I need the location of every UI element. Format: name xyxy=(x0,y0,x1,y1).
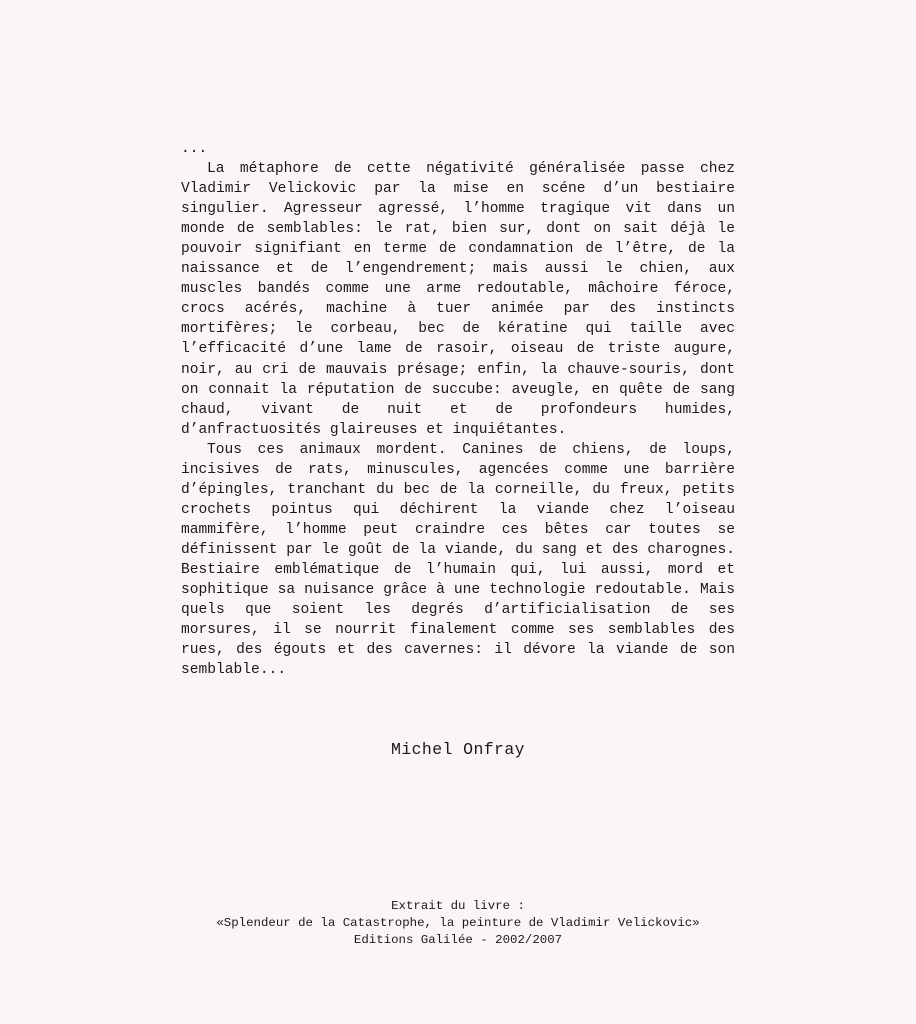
author-name: Michel Onfray xyxy=(391,740,525,759)
paragraph-2: Tous ces animaux mordent. Canines de chiens, de loups, incisives de rats, minuscules, agencées comme une barrière d’épingles, tranchant du bec de la corneille, du freux, petits crochets pointus qui déchirent la viande chez l’oiseau mammifère, l’homme peut craindre ces bêtes car toutes se définissent par le goût de la viande, du sang et des charognes. Bestiaire emblématique de l’humain qui, lui aussi, mord et sophitique sa nuisance grâce à une technologie redoutable. Mais quels que soient les degrés d’artificialisation de ses morsures, il se nourrit finalement comme ses semblables des rues, des égouts et des cavernes: il dévore la viande de son semblable... xyxy=(181,441,735,679)
source-publisher: Editions Galilée - 2002/2007 xyxy=(353,933,563,947)
source-intro: Extrait du livre : xyxy=(391,899,525,913)
essay-text xyxy=(181,139,735,680)
source-book-title: «Splendeur de la Catastrophe, la peinture de Vladimir Velickovic» xyxy=(216,916,700,930)
paragraph-1: La métaphore de cette négativité généralisée passe chez Vladimir Velickovic par la mise en scéne d’un bestiaire singulier. Agresseur agressé, l’homme tragique vit dans un monde de semblables: le rat, bien sur, dont on sait déjà le pouvoir signifiant en terme de condamnation de l’être, de la naissance et de l’engendrement; mais aussi le chien, aux muscles bandés comme une arme redoutable, mâchoire féroce, crocs acérés, machine à tuer animée par des instincts mortifères; le corbeau, bec de kératine qui taille avec l’efficacité d’une lame de rasoir, oiseau de triste augure, noir, au cri de mauvais présage; enfin, la chauve-souris, dont on connait la réputation de succube: aveugle, en quête de sang chaud, vivant de nuit et de profondeurs humides, d’anfractuosités glaireuses et inquiétantes. xyxy=(181,161,735,438)
source-citation xyxy=(0,898,916,949)
leading-ellipsis: ... xyxy=(181,141,208,157)
